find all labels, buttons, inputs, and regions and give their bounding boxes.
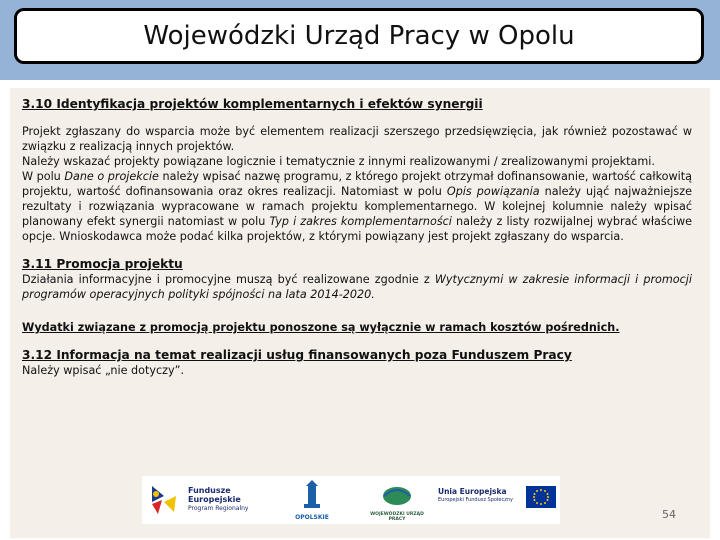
content-text [22,96,692,378]
fe-line-3: Program Regionalny [188,505,249,512]
text-run: należy ująć najważniejsze rezultaty i rozwiązania wypracowane w ramach projektu komplementarnego. W kolejnej kolumnie należy wpisać planowany efekt synergii natomiast w polu [22,185,692,228]
ue-line-1: Unia Europejska [438,487,507,496]
opolskie-label: OPOLSKIE [295,514,329,521]
fe-line-1: Fundusze [188,486,231,495]
eu-flag-icon [526,486,556,508]
ue-line-2: Europejski Fundusz Społeczny [438,497,513,503]
wup-logo [362,482,432,522]
text-run: należy z listy rozwijalnej wybrać właściwe opcje. Wnioskodawca może podać kilka projektów, z którymi powiązany jest projekt zgłaszany do wsparcia. [22,215,692,243]
section-heading-3-10: 3.10 Identyfikacja projektów komplementarnych i efektów synergii [22,97,483,111]
promo-note: Wydatki związane z promocją projektu ponoszone są wyłącznie w ramach kosztów pośrednich. [22,321,620,334]
opolskie-logo [292,480,332,520]
paragraph-1: Projekt zgłaszany do wsparcia może być elementem realizacji szerszego przedsięwzięcia, jak również pozostawać w związku z realizacją innych projektów. [22,125,692,153]
page-title: Wojewódzki Urząd Pracy w Opolu [143,21,575,51]
italic-run: Wytycznymi w zakresie informacji i promocji programów operacyjnych polityki spójności na lata 2014-2020. [22,273,693,301]
text-run: Działania informacyjne i promocyjne muszą być realizowane zgodnie z [22,273,435,286]
section-heading-3-12: 3.12 Informacja na temat realizacji usług finansowanych poza Funduszem Pracy [22,348,572,362]
logo-strip [142,476,560,524]
paragraph-2: Należy wskazać projekty powiązane logicznie i tematycznie z innymi realizowanymi / zrealizowanymi projektami. [22,155,655,168]
italic-run: Opis powiązania [446,185,540,198]
opolskie-tower-icon [292,480,332,510]
fe-star-icon [148,482,184,518]
wup-emblem-icon [362,482,432,508]
text-run: należy wpisać nazwę programu, z którego projekt otrzymał dofinansowanie, wartość całkowitą projektu, wartość dofinansowania oraz okres realizacji. Natomiast w polu [22,170,692,198]
text-run: W polu [22,170,65,183]
content-panel [10,88,710,538]
paragraph-promo [22,272,692,302]
fundusze-europejskie-logo [148,482,268,518]
section-heading-3-11: 3.11 Promocja projektu [22,257,183,271]
page-number: 54 [662,508,676,521]
title-box [14,8,704,64]
paragraph-3-12: Należy wpisać „nie dotyczy”. [22,364,184,377]
ue-logo [438,484,558,516]
wup-label: WOJEWÓDZKI URZĄD PRACY [370,512,424,522]
italic-run: Typ i zakres komplementarności [269,215,452,228]
fe-line-2: Europejskie [188,495,241,504]
italic-run: Dane o projekcie [64,170,159,183]
paragraph-3 [22,169,692,244]
